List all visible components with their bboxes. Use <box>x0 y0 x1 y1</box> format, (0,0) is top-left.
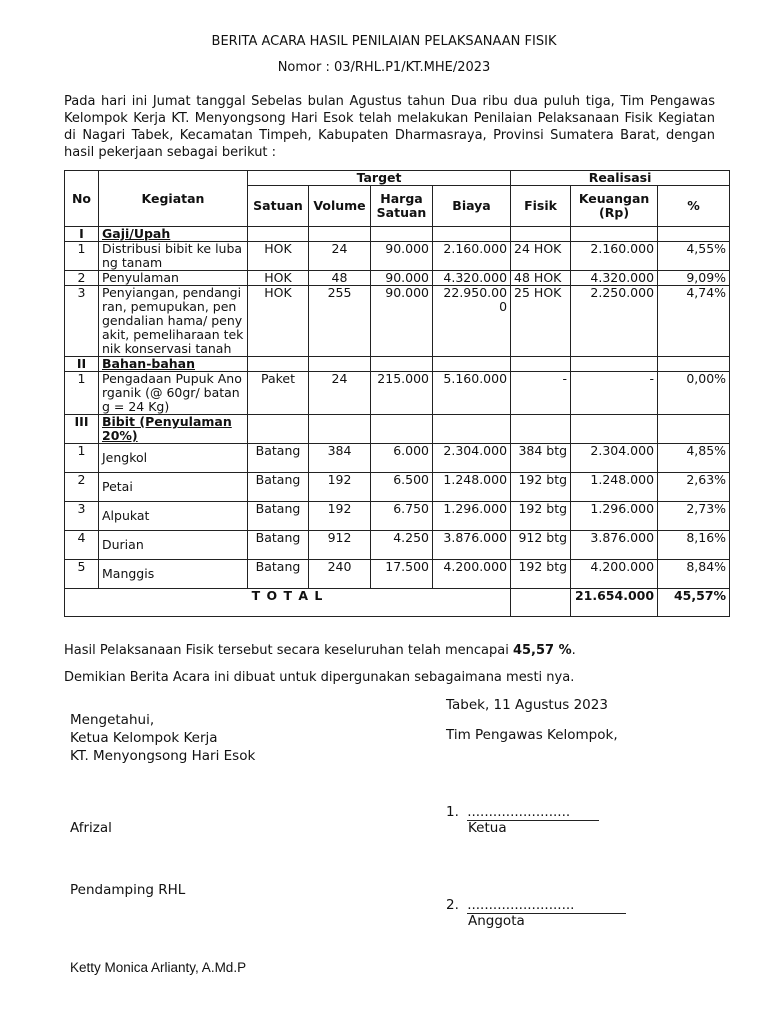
cell-persen: 2,63% <box>658 473 730 502</box>
cell-kegiatan: Manggis <box>99 560 248 589</box>
signature-line-2 <box>446 897 626 914</box>
section-row <box>65 227 730 242</box>
total-row <box>65 589 730 617</box>
cell-persen: 0,00% <box>658 372 730 415</box>
cell-no: 4 <box>65 531 99 560</box>
cell-kegiatan: Durian <box>99 531 248 560</box>
cell-volume: 384 <box>309 444 371 473</box>
empty-cell <box>433 415 511 444</box>
sig2-role: Anggota <box>468 913 525 929</box>
section-title: Bahan-bahan <box>99 357 248 372</box>
acknowledged-label: Mengetahui, <box>70 712 155 728</box>
closing-sentence: Demikian Berita Acara ini dibuat untuk dipergunakan sebagaimana mesti nya. <box>64 670 575 685</box>
cell-biaya: 2.160.000 <box>433 242 511 271</box>
section-title: Gaji/Upah <box>99 227 248 242</box>
header-realisasi: Realisasi <box>511 171 730 186</box>
sig1-role: Ketua <box>468 820 507 836</box>
cell-biaya: 3.876.000 <box>433 531 511 560</box>
cell-keuangan: 4.320.000 <box>571 271 658 286</box>
left-signature-block <box>70 712 255 764</box>
empty-cell <box>511 415 571 444</box>
cell-keuangan: 2.250.000 <box>571 286 658 357</box>
table-body <box>65 227 730 617</box>
cell-harga: 6.000 <box>371 444 433 473</box>
cell-harga: 6.500 <box>371 473 433 502</box>
section-title: Bibit (Penyulaman 20%) <box>99 415 248 444</box>
empty-cell <box>511 589 571 617</box>
cell-biaya: 5.160.000 <box>433 372 511 415</box>
cell-satuan: Batang <box>248 473 309 502</box>
empty-cell <box>248 357 309 372</box>
cell-no: 5 <box>65 560 99 589</box>
cell-fisik: 24 HOK <box>511 242 571 271</box>
cell-satuan: HOK <box>248 271 309 286</box>
cell-biaya: 2.304.000 <box>433 444 511 473</box>
cell-harga: 17.500 <box>371 560 433 589</box>
header-target: Target <box>248 171 511 186</box>
table-row <box>65 531 730 560</box>
intro-paragraph: Pada hari ini Jumat tanggal Sebelas bulan Agustus tahun Dua ribu dua puluh tiga, Tim Pengawas Kelompok Kerja KT. Menyongsong Hari Esok telah melakukan Penilaian Pelaksanaan Fisik Kegiatan di Nagari Tabek, Kecamatan Timpeh, Kabupaten Dharmasraya, Provinsi Sumatera Barat, dengan hasil pekerjaan sebagai berikut : <box>64 94 715 160</box>
cell-kegiatan: Alpukat <box>99 502 248 531</box>
companion-name: Ketty Monica Arlianty, A.Md.P <box>70 960 247 975</box>
cell-volume: 255 <box>309 286 371 357</box>
cell-volume: 912 <box>309 531 371 560</box>
cell-fisik: 912 btg <box>511 531 571 560</box>
cell-kegiatan: Distribusi bibit ke lubang tanam <box>99 242 248 271</box>
cell-kegiatan: Jengkol <box>99 444 248 473</box>
header-persen: % <box>658 186 730 227</box>
cell-harga: 90.000 <box>371 286 433 357</box>
document-number: Nomor : 03/RHL.P1/KT.MHE/2023 <box>277 60 491 75</box>
cell-satuan: Batang <box>248 444 309 473</box>
cell-biaya: 1.296.000 <box>433 502 511 531</box>
cell-no: 1 <box>65 444 99 473</box>
header-fisik: Fisik <box>511 186 571 227</box>
header-no: No <box>65 171 99 227</box>
empty-cell <box>511 357 571 372</box>
cell-satuan: Batang <box>248 502 309 531</box>
table-row <box>65 372 730 415</box>
chairman-title: Ketua Kelompok Kerja <box>70 730 218 746</box>
cell-kegiatan: Petai <box>99 473 248 502</box>
cell-volume: 192 <box>309 473 371 502</box>
cell-persen: 8,84% <box>658 560 730 589</box>
cell-fisik: 384 btg <box>511 444 571 473</box>
table-row <box>65 502 730 531</box>
table-row <box>65 286 730 357</box>
empty-cell <box>248 227 309 242</box>
cell-kegiatan: Penyiangan, pendangiran, pemupukan, pengendalian hama/ penyakit, pemeliharaan teknik konservasi tanah <box>99 286 248 357</box>
assessment-table <box>64 170 730 617</box>
cell-satuan: HOK <box>248 242 309 271</box>
cell-no: 3 <box>65 502 99 531</box>
cell-harga: 6.750 <box>371 502 433 531</box>
cell-persen: 8,16% <box>658 531 730 560</box>
cell-keuangan: 2.304.000 <box>571 444 658 473</box>
sign-date: Tabek, 11 Agustus 2023 <box>446 697 608 713</box>
signature-line-1 <box>446 804 599 821</box>
total-persen: 45,57% <box>658 589 730 617</box>
header-kegiatan: Kegiatan <box>99 171 248 227</box>
section-number: III <box>65 415 99 444</box>
cell-keuangan: 1.296.000 <box>571 502 658 531</box>
header-volume: Volume <box>309 186 371 227</box>
cell-persen: 4,74% <box>658 286 730 357</box>
table-row <box>65 271 730 286</box>
cell-biaya: 1.248.000 <box>433 473 511 502</box>
result-line <box>64 643 754 658</box>
section-number: II <box>65 357 99 372</box>
document-title: BERITA ACARA HASIL PENILAIAN PELAKSANAAN FISIK <box>211 34 557 49</box>
cell-satuan: Batang <box>248 531 309 560</box>
cell-keuangan: 3.876.000 <box>571 531 658 560</box>
table-row <box>65 560 730 589</box>
cell-keuangan: 4.200.000 <box>571 560 658 589</box>
section-row <box>65 415 730 444</box>
empty-cell <box>511 227 571 242</box>
cell-no: 1 <box>65 372 99 415</box>
cell-fisik: 192 btg <box>511 473 571 502</box>
cell-satuan: HOK <box>248 286 309 357</box>
empty-cell <box>309 227 371 242</box>
cell-no: 2 <box>65 271 99 286</box>
cell-volume: 192 <box>309 502 371 531</box>
sig2-dots: ......................... <box>467 897 626 914</box>
section-number: I <box>65 227 99 242</box>
empty-cell <box>433 357 511 372</box>
empty-cell <box>371 227 433 242</box>
companion-title: Pendamping RHL <box>70 882 186 898</box>
cell-no: 3 <box>65 286 99 357</box>
empty-cell <box>571 415 658 444</box>
result-suffix: . <box>571 643 576 658</box>
empty-cell <box>433 227 511 242</box>
cell-satuan: Batang <box>248 560 309 589</box>
empty-cell <box>571 357 658 372</box>
empty-cell <box>248 415 309 444</box>
cell-keuangan: 1.248.000 <box>571 473 658 502</box>
result-value: 45,57 % <box>512 643 572 658</box>
supervisor-team-label: Tim Pengawas Kelompok, <box>446 727 618 743</box>
table-row <box>65 444 730 473</box>
cell-fisik: 192 btg <box>511 502 571 531</box>
header-satuan: Satuan <box>248 186 309 227</box>
empty-cell <box>371 415 433 444</box>
empty-cell <box>309 357 371 372</box>
cell-volume: 24 <box>309 242 371 271</box>
cell-keuangan: 2.160.000 <box>571 242 658 271</box>
total-keuangan: 21.654.000 <box>571 589 658 617</box>
group-name: KT. Menyongsong Hari Esok <box>70 748 256 764</box>
cell-biaya: 22.950.000 <box>433 286 511 357</box>
cell-fisik: - <box>511 372 571 415</box>
cell-volume: 24 <box>309 372 371 415</box>
sig2-number: 2. <box>446 897 459 913</box>
empty-cell <box>658 415 730 444</box>
cell-biaya: 4.200.000 <box>433 560 511 589</box>
header-keuangan: Keuangan (Rp) <box>571 186 658 227</box>
cell-volume: 48 <box>309 271 371 286</box>
header-harga: Harga Satuan <box>371 186 433 227</box>
cell-persen: 9,09% <box>658 271 730 286</box>
cell-no: 2 <box>65 473 99 502</box>
empty-cell <box>658 357 730 372</box>
chairman-name: Afrizal <box>70 820 112 836</box>
cell-harga: 215.000 <box>371 372 433 415</box>
empty-cell <box>371 357 433 372</box>
cell-harga: 4.250 <box>371 531 433 560</box>
cell-no: 1 <box>65 242 99 271</box>
cell-persen: 2,73% <box>658 502 730 531</box>
total-label: T O T A L <box>65 589 511 617</box>
cell-persen: 4,85% <box>658 444 730 473</box>
cell-satuan: Paket <box>248 372 309 415</box>
sig1-number: 1. <box>446 804 459 820</box>
cell-biaya: 4.320.000 <box>433 271 511 286</box>
empty-cell <box>571 227 658 242</box>
sig1-dots: ........................ <box>467 804 599 821</box>
cell-kegiatan: Penyulaman <box>99 271 248 286</box>
cell-harga: 90.000 <box>371 271 433 286</box>
header-biaya: Biaya <box>433 186 511 227</box>
cell-fisik: 48 HOK <box>511 271 571 286</box>
cell-persen: 4,55% <box>658 242 730 271</box>
empty-cell <box>658 227 730 242</box>
section-row <box>65 357 730 372</box>
table-row <box>65 242 730 271</box>
cell-harga: 90.000 <box>371 242 433 271</box>
empty-cell <box>309 415 371 444</box>
result-prefix: Hasil Pelaksanaan Fisik tersebut secara keseluruhan telah mencapai <box>64 643 513 658</box>
cell-volume: 240 <box>309 560 371 589</box>
cell-fisik: 192 btg <box>511 560 571 589</box>
cell-keuangan: - <box>571 372 658 415</box>
cell-fisik: 25 HOK <box>511 286 571 357</box>
cell-kegiatan: Pengadaan Pupuk Anorganik (@ 60gr/ batang = 24 Kg) <box>99 372 248 415</box>
table-row <box>65 473 730 502</box>
